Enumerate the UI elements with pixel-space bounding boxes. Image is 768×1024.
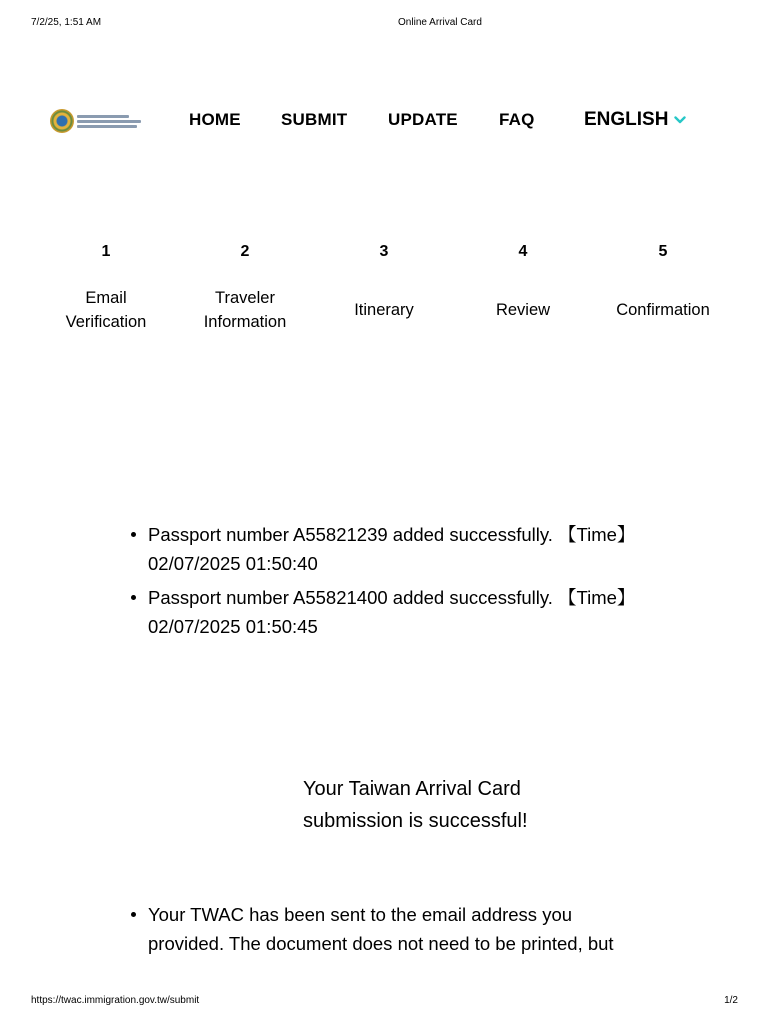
chevron-down-icon bbox=[674, 115, 686, 125]
nav-update[interactable]: UPDATE bbox=[388, 110, 458, 129]
passport-message: Passport number A55821400 added successfully. 【Time】 bbox=[148, 587, 636, 608]
passport-message: Passport number A55821239 added successfully. 【Time】 bbox=[148, 524, 636, 545]
list-item bbox=[129, 583, 669, 641]
step-2-label-line1: Traveler bbox=[215, 289, 275, 307]
print-url: https://twac.immigration.gov.tw/submit bbox=[31, 995, 200, 1006]
immigration-agency-logo[interactable] bbox=[50, 108, 142, 134]
passport-time: 02/07/2025 01:50:40 bbox=[148, 553, 318, 574]
print-page-number: 1/2 bbox=[724, 995, 738, 1006]
step-2-number: 2 bbox=[240, 243, 250, 260]
success-line1: Your Taiwan Arrival Card bbox=[303, 778, 521, 800]
info-line1: Your TWAC has been sent to the email address you bbox=[148, 904, 573, 925]
logo-wordmark bbox=[77, 115, 141, 128]
step-2-label-line2: Information bbox=[203, 313, 287, 331]
step-3-number: 3 bbox=[379, 243, 389, 260]
submission-success-message bbox=[303, 773, 603, 837]
nav-faq[interactable]: FAQ bbox=[499, 110, 535, 129]
info-line2: provided. The document does not need to be printed, but bbox=[148, 933, 614, 954]
language-label: ENGLISH bbox=[584, 109, 669, 130]
step-1-number: 1 bbox=[101, 243, 111, 260]
success-line2: submission is successful! bbox=[303, 810, 528, 832]
print-document-title: Online Arrival Card bbox=[398, 17, 482, 28]
step-1-label-line2: Verification bbox=[65, 313, 147, 331]
step-1-label bbox=[36, 286, 176, 334]
agency-seal-icon bbox=[50, 109, 74, 133]
nav-submit[interactable]: SUBMIT bbox=[281, 110, 348, 129]
step-4-label: Review bbox=[495, 301, 551, 319]
print-datetime: 7/2/25, 1:51 AM bbox=[31, 17, 102, 28]
step-3-label: Itinerary bbox=[354, 301, 414, 319]
passport-time: 02/07/2025 01:50:45 bbox=[148, 616, 318, 637]
list-item bbox=[129, 520, 669, 578]
step-5-number: 5 bbox=[658, 243, 668, 260]
added-passports-list bbox=[129, 520, 669, 646]
list-item bbox=[129, 900, 669, 958]
nav-home[interactable]: HOME bbox=[189, 110, 241, 129]
language-selector[interactable] bbox=[584, 109, 686, 131]
step-4-number: 4 bbox=[518, 243, 528, 260]
step-2-label bbox=[175, 286, 315, 334]
step-1-label-line1: Email bbox=[85, 289, 127, 307]
info-list bbox=[129, 900, 669, 958]
step-5-label: Confirmation bbox=[616, 301, 710, 319]
